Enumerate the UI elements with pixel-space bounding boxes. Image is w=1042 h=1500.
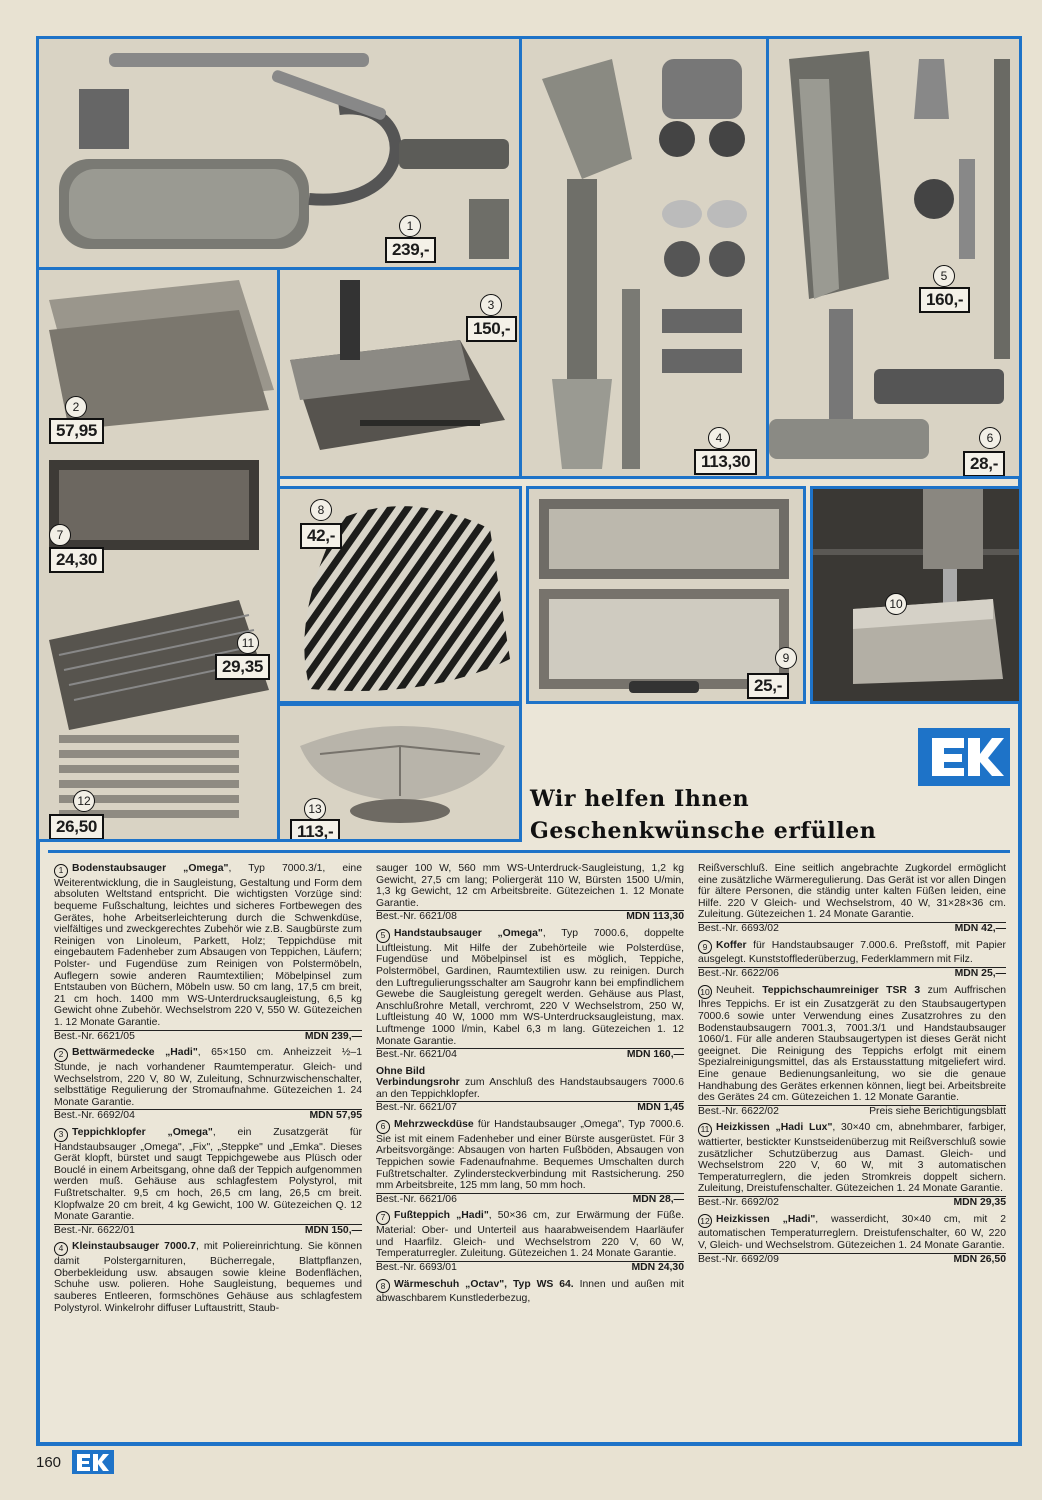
- item-number: 1: [54, 864, 68, 878]
- order-line: [376, 1261, 684, 1274]
- item-text: zum Auffrischen Ihres Teppichs. Er ist ein Zusatzgerät zu den Staubsaugertypen 7000.6 sowie unter Verwendung eines Zusatzrohres zu den Bodenstaubsaugern 7001.3, 7001.3/1 und Handstaubsauger 1060/1. Für alle anderen Staubsaugertypen ist dieses Gerät nicht geeignet. Die Reinigung des Teppichs erfolgt mit einem Spezialreinigungsmittel, das als Erstausstattung mitgeliefert wird. Eine genaue Bedienungsanleitung, wo sie die genaue Handhabung des Gerätes erkennen können, liegt bei. Arbeitsbreite des Gerätes 24 cm. Gütezeichen 1. 12 Monate Garantie.: [698, 984, 1007, 1104]
- photo-number-3: 3: [480, 294, 502, 316]
- item-number: 3: [54, 1128, 68, 1142]
- order-number: Best.-Nr. 6693/02: [698, 922, 779, 934]
- item-number: 4: [54, 1242, 68, 1256]
- order-price: MDN 28,—: [632, 1193, 684, 1205]
- order-line: [376, 1193, 684, 1206]
- order-number: Best.-Nr. 6692/04: [54, 1110, 135, 1122]
- item-2: [54, 1047, 362, 1122]
- photo-price-9: 25,-: [747, 673, 789, 699]
- item-text: , 50×36 cm, zur Erwärmung der Füße. Material: Ober- und Unterteil aus haarabweisendem Haarläufer und Haarfilz. Gleich- und Wechselstrom 220 V, 60 W, Temperaturregler. Zuleitung. Gütezeichen 1. 24 Monate Garantie.: [376, 1210, 684, 1260]
- photo-waermeschuh[interactable]: [277, 486, 522, 704]
- item-text: Innen und außen mit abwaschbarem Kunstlederbezug,: [376, 1278, 684, 1305]
- item-title: Wärmeschuh „Octav", Typ WS 64.: [394, 1278, 574, 1290]
- photo-kleinstaubsauger[interactable]: [519, 36, 769, 479]
- order-line: [54, 1030, 362, 1043]
- photo-price-2: 57,95: [49, 418, 104, 444]
- photo-number-10: 10: [885, 593, 907, 615]
- item-8-continued: [698, 863, 1006, 935]
- photo-price-11: 29,35: [215, 654, 270, 680]
- column-3: [698, 863, 1006, 1270]
- order-number: Best.-Nr. 6692/02: [698, 1197, 779, 1209]
- item-title: Verbindungsrohr: [376, 1077, 460, 1089]
- item-6: [376, 1119, 684, 1205]
- photo-number-8: 8: [310, 499, 332, 521]
- item-text: , wasserdicht, 30×40 cm, mit 2 automatischen Temperaturreglern. Dreistufenschalter, 60 W, 220 V, Gleich- und Wechselstrom. Gütezeichen 1. 24 Monate Garantie.: [698, 1213, 1006, 1252]
- item-title: Bodenstaubsauger „Omega": [72, 863, 229, 874]
- order-number: Best.-Nr. 6621/04: [376, 1049, 457, 1061]
- order-price: MDN 25,—: [954, 967, 1006, 979]
- vacuum-cleaner-illustration: [39, 39, 519, 267]
- product-descriptions: [48, 850, 1010, 1435]
- photo-number-2: 2: [65, 396, 87, 418]
- item-9: [698, 940, 1006, 980]
- item-title: Handstaubsauger „Omega": [394, 927, 543, 939]
- column-2: [376, 863, 684, 1310]
- order-price: Preis siehe Berichtigungsblatt: [869, 1105, 1006, 1117]
- item-number: 5: [376, 929, 390, 943]
- section-heading: Ohne Bild: [376, 1065, 426, 1077]
- foam-cleaner-illustration: [813, 489, 1019, 701]
- order-number: Best.-Nr. 6621/07: [376, 1102, 457, 1114]
- logo-mark-small-icon: [72, 1450, 114, 1474]
- upright-vacuum-illustration: [769, 39, 1019, 476]
- brand-logo: [918, 728, 1010, 786]
- item-title: Teppichschaumreiniger TSR 3: [762, 984, 921, 996]
- photo-number-7: 7: [49, 524, 71, 546]
- photo-number-1: 1: [399, 215, 421, 237]
- item-text: für Handstaubsauger „Omega", Typ 7000.6. Sie ist mit einem Fadenheber und einer Bürste ausgerüstet. Für 3 Arbeitsvorgänge: Absaugen von harten Fußböden, Absaugen von Teppichen sowie Fadenaufnahme. Bequemes Umschalten durch Fußtretschalter. Zylindersteckverbindung mit Rastsicherung. 250 mm Arbeitsbreite, 125 mm lang, 50 mm hoch.: [376, 1119, 684, 1192]
- photo-handstaubsauger[interactable]: [766, 36, 1022, 479]
- slogan-line-1: Wir helfen Ihnen: [530, 786, 750, 812]
- order-number: Best.-Nr. 6622/06: [698, 967, 779, 979]
- item-text: Reißverschluß. Eine seitlich angebrachte Zugkordel ermöglicht eine zusätzliche Wärmeregulierung. Das Gerät ist vor allen Dingen für ältere Personen, die ständig unter kalten Füßen leiden, eine Hilfe. 220 V Gleich- und Wechselstrom, 40 W, 31×28×36 cm. Zuleitung. Gütezeichen 1. 24 Monate Garantie.: [698, 863, 1006, 921]
- item-1: [54, 863, 362, 1042]
- item-text: , 65×150 cm. Anheizzeit ½–1 Stunde, je nach vorhandener Raumtemperatur. Gleich- und Wechselstrom, 220 V, 80 W, Zuleitung, Schnurzwischenschalter, selbsttätige Regulierung der Stromaufnahme. Gütezeichen 1. 24 Monate Garantie.: [54, 1047, 362, 1108]
- photo-number-4: 4: [708, 427, 730, 449]
- order-line: [698, 1253, 1006, 1266]
- order-price: MDN 113,30: [626, 911, 684, 923]
- item-4-continued: [376, 863, 684, 923]
- order-price: MDN 26,50: [953, 1253, 1006, 1265]
- order-line: [376, 1101, 684, 1114]
- photo-price-5: 160,-: [919, 287, 970, 313]
- photo-number-11: 11: [237, 632, 259, 654]
- item-number: 11: [698, 1123, 712, 1137]
- photo-number-12: 12: [73, 790, 95, 812]
- item-8: [376, 1279, 684, 1305]
- order-number: Best.-Nr. 6621/08: [376, 911, 457, 923]
- column-1: [54, 863, 362, 1319]
- item-text: , Typ 7000.3/1, eine Weiterentwicklung, die in Saugleistung, Gestaltung und Form dem absoluten Weltstand entspricht. Die wichtigsten Vorzüge sind: bequeme Fußschaltung, leichtes und sicheres Fortbewegen des Gerätes, hohe Arbeitserleichterung durch die Schwenkdüse, vielfältiges und zweckgerechtes Zubehör wie z.B. Saugbürste zum Reinigen von Linoleum, Parkett, Holz; Teppichdüse mit eingebautem Fadenheber zum Absaugen von Teppichen, Läufern; Polster- und Fugendüse zum Reinigen von Polstermöbeln, Auflegern sowie anderen Raumtextilien; Möbelpinsel zum Entstauben von Büchern, Möbeln usw. 50 cm lang, 17,5 cm breit, 21 cm hoch. 1400 mm WS-Unterdrucksaugleistung, 6,5 kg Gewicht ohne Zubehör. Wechselstrom 220 V, 550 W. Gütezeichen 1. 12 Monate Garantie.: [54, 863, 362, 1028]
- item-title: Bettwärmedecke „Hadi": [72, 1047, 198, 1059]
- item-number: 2: [54, 1048, 68, 1062]
- order-line: [698, 922, 1006, 935]
- order-line: [698, 967, 1006, 980]
- item-text: für Handstaubsauger 7.000.6. Preßstoff, mit Papier ausgelegt. Kunststofflederüberzug, Federklammern mit Filz.: [698, 939, 1006, 966]
- item-text: , Typ 7000.6, doppelte Luftleistung. Mit Hilfe der Zubehörteile wie Polsterdüse, Fugendüse und Möbelpinsel ist es möglich, Teppiche, Polstermöbel, Gardinen, Raumtextilien usw. zu reinigen. Durch den Luftregulierungsschalter am Saugrohr kann bei empfindlichem Gewebe die Saugleistung geregelt werden. Gehäuse aus Plast, Anschlußrohre Metall, verchromt, 220 V Wechselstrom, 250 W, Luftleistung 40 W, 1000 mm WS-Unterdrucksaugleistung, max. Luftmenge 1000 l/min, Kabel 6,3 m lang. Gütezeichen 1. 12 Monate Garantie.: [376, 927, 684, 1047]
- order-price: MDN 1,45: [637, 1102, 684, 1114]
- foot-warmer-illustration: [280, 489, 519, 701]
- item-text: , 30×40 cm, abnehmbarer, farbiger, wattierter, bestickter Kunstseidenüberzug mit Reißverschluß sowie zusätzlicher Schutzüberzug aus Damast. Gleich- und Wechselstrom 220 V, 60 W, mit 3 automatischen Temperaturreglern, die jeden Stromkreis doppelt sichern. Zuleitung, Dreistufenschalter. Gütezeichen 1. 24 Monate Garantie.: [698, 1122, 1006, 1195]
- item-ohne-bild: [376, 1066, 684, 1114]
- item-11: [698, 1122, 1006, 1208]
- photo-teppichschaumreiniger[interactable]: [810, 486, 1022, 704]
- photo-price-7: 24,30: [49, 547, 104, 573]
- photo-price-1: 239,-: [385, 237, 436, 263]
- item-3: [54, 1127, 362, 1237]
- order-number: Best.-Nr. 6621/05: [54, 1030, 135, 1042]
- order-price: MDN 29,35: [953, 1197, 1006, 1209]
- order-number: Best.-Nr. 6622/02: [698, 1105, 779, 1117]
- footer-logo-icon: [72, 1450, 114, 1474]
- item-4: [54, 1241, 362, 1314]
- order-price: MDN 24,30: [631, 1262, 684, 1274]
- item-title: Heizkissen „Hadi": [716, 1213, 816, 1225]
- item-title: Mehrzweckdüse: [394, 1119, 474, 1131]
- photo-number-5: 5: [933, 265, 955, 287]
- order-number: Best.-Nr. 6692/09: [698, 1253, 779, 1265]
- photo-number-13: 13: [304, 798, 326, 820]
- item-number: 10: [698, 985, 712, 999]
- order-line: [376, 910, 684, 923]
- hand-vacuum-illustration: [522, 39, 766, 476]
- photo-number-6: 6: [979, 427, 1001, 449]
- order-number: Best.-Nr. 6621/06: [376, 1193, 457, 1205]
- item-text: sauger 100 W, 560 mm WS-Unterdruck-Saugleistung, 1,2 kg Gewicht, 27,5 cm lang; Poliergerät 110 W, Bürsten 1500 U/min, 1,3 kg Gewicht, 12 cm Arbeitsbreite. Gütezeichen 1. 12 Monate Garantie.: [376, 863, 684, 909]
- photo-price-4: 113,30: [694, 449, 757, 475]
- photo-price-6: 28,-: [963, 451, 1005, 477]
- slogan-line-2: Geschenkwünsche erfüllen: [530, 818, 877, 844]
- item-number: 7: [376, 1211, 390, 1225]
- order-number: Best.-Nr. 6693/01: [376, 1262, 457, 1274]
- logo-mark-icon: [918, 728, 1010, 786]
- page-number: 160: [36, 1454, 62, 1471]
- photo-number-9: 9: [775, 647, 797, 669]
- item-number: 12: [698, 1214, 712, 1228]
- item-text: zum Anschluß des Handstaubsaugers 7000.6 an den Teppichklopfer.: [376, 1077, 684, 1100]
- item-title: Fußteppich „Hadi": [394, 1210, 489, 1222]
- photo-price-8: 42,-: [300, 523, 342, 549]
- photo-koffer[interactable]: [526, 486, 806, 704]
- order-price: MDN 57,95: [309, 1110, 362, 1122]
- item-7: [376, 1210, 684, 1273]
- photo-teppichklopfer[interactable]: [277, 267, 522, 479]
- order-price: MDN 160,—: [626, 1049, 684, 1061]
- item-title: Teppichklopfer „Omega": [72, 1126, 213, 1138]
- photo-bodenstaubsauger[interactable]: [36, 36, 522, 270]
- order-line: [698, 1196, 1006, 1209]
- photo-price-3: 150,-: [466, 316, 517, 342]
- item-number: 6: [376, 1120, 390, 1134]
- item-prefix: Neuheit.: [716, 984, 763, 996]
- item-number: 9: [698, 940, 712, 954]
- item-text: , ein Zusatzgerät für Handstaubsauger „Omega", „Fix", „Steppke" und „Emka". Dieses Gerät klopft, bürstet und saugt Teppichgewebe aus Plüsch oder Bouclé in einem Arbeitsgang, ohne daß der Teppich aufgenommen werden muß. Gehäuse aus schlagfestem Polystyrol, mit Fußtretschalter. 9,5 cm hoch, 26,5 cm lang, 26,5 cm breit. Klopfwalze 20 cm breit, 4 kg Gewicht, 100 W. Gütezeichen Q. 12 Monate Garantie.: [54, 1126, 363, 1223]
- item-10: [698, 985, 1006, 1118]
- order-price: MDN 150,—: [304, 1224, 362, 1236]
- photo-price-13: 113,-: [290, 819, 340, 842]
- order-line: [54, 1109, 362, 1122]
- order-number: Best.-Nr. 6622/01: [54, 1224, 135, 1236]
- item-number: 8: [376, 1279, 390, 1293]
- item-title: Heizkissen „Hadi Lux": [716, 1122, 833, 1134]
- suitcase-illustration: [529, 489, 803, 701]
- order-line: [54, 1224, 362, 1237]
- order-price: MDN 42,—: [954, 922, 1006, 934]
- photo-schale[interactable]: [277, 703, 522, 842]
- order-price: MDN 239,—: [304, 1030, 362, 1042]
- item-title: Koffer: [716, 939, 747, 951]
- photo-price-12: 26,50: [49, 814, 104, 840]
- item-text: , mit Poliereinrichtung. Sie können damit Polstergarnituren, Bücherregale, Blattpflanzen, Oberbekleidung usw. absaugen sowie kleine Bodenflächen, Schuhe usw. polieren. Hohe Saugleistung, bequemes und sauberes Entleeren, formschönes Gehäuse aus schlagfestem Polystyrol. Winkelrohr diffuser Luftaustritt, Staub-: [54, 1241, 362, 1314]
- order-line: [376, 1048, 684, 1061]
- order-line: [698, 1105, 1006, 1118]
- photo-waermedecken[interactable]: [36, 267, 280, 842]
- item-title: Kleinstaubsauger 7000.7: [72, 1241, 196, 1253]
- item-12: [698, 1214, 1006, 1266]
- item-5: [376, 928, 684, 1061]
